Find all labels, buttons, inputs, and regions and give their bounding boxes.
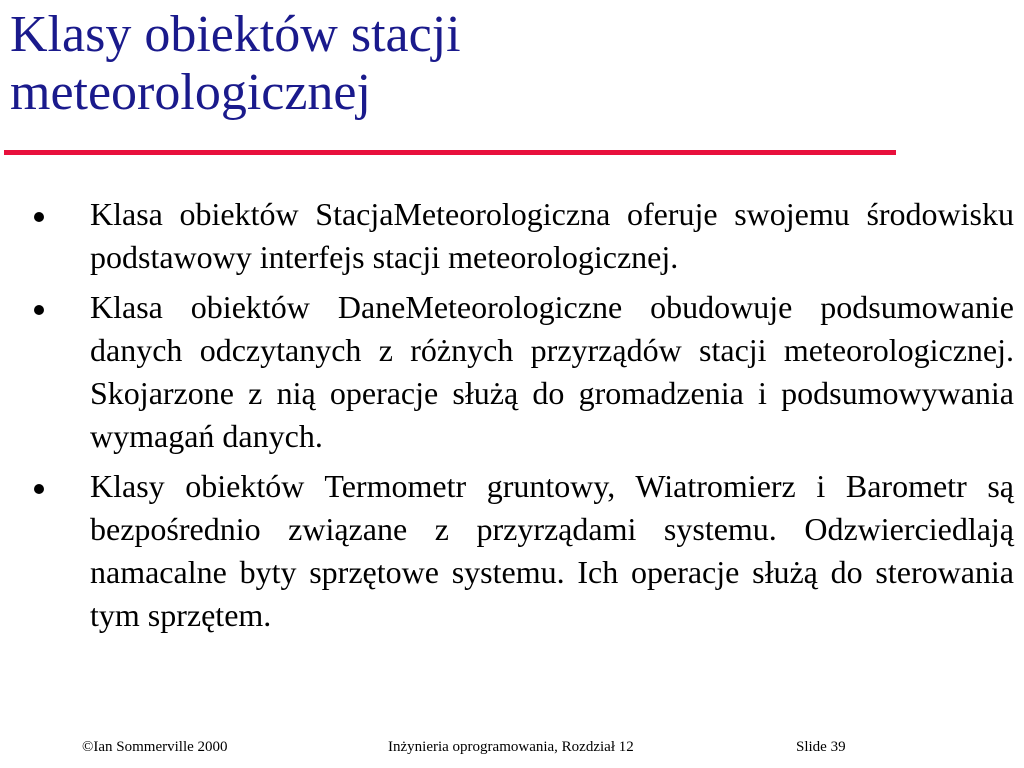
bullet-text-1: Klasa obiektów StacjaMeteorologiczna oferuje swojemu środowisku podstawowy interfejs stacji meteorologicznej. — [90, 196, 1014, 275]
bullet-text-3: Klasy obiektów Termometr gruntowy, Wiatromierz i Barometr są bezpośrednio związane z przyrządami systemu. Odzwierciedlają namacalne byty sprzętowe systemu. Ich operacje służą do sterowania tym sprzętem. — [90, 468, 1014, 633]
footer-slide-number: Slide 39 — [796, 739, 846, 755]
bullet-dot-icon — [34, 305, 44, 315]
slide-title-line-1: Klasy obiektów stacji — [10, 6, 461, 63]
bullet-list — [34, 193, 1014, 644]
bullet-dot-icon — [34, 484, 44, 494]
footer-course-title: Inżynieria oprogramowania, Rozdział 12 — [388, 739, 634, 755]
footer-copyright: ©Ian Sommerville 2000 — [82, 739, 228, 755]
slide-title — [10, 6, 890, 122]
bullet-text-2: Klasa obiektów DaneMeteorologiczne obudowuje podsumowanie danych odczytanych z różnych przyrządów stacji meteorologicznej. Skojarzone z nią operacje służą do gromadzenia i podsumowywania wymagań danych. — [90, 289, 1014, 454]
bullet-dot-icon — [34, 212, 44, 222]
bullet-item-2 — [34, 286, 1014, 458]
bullet-item-1 — [34, 193, 1014, 279]
slide-title-line-2: meteorologicznej — [10, 64, 371, 121]
bullet-item-3 — [34, 465, 1014, 637]
title-underline-divider — [4, 150, 896, 155]
